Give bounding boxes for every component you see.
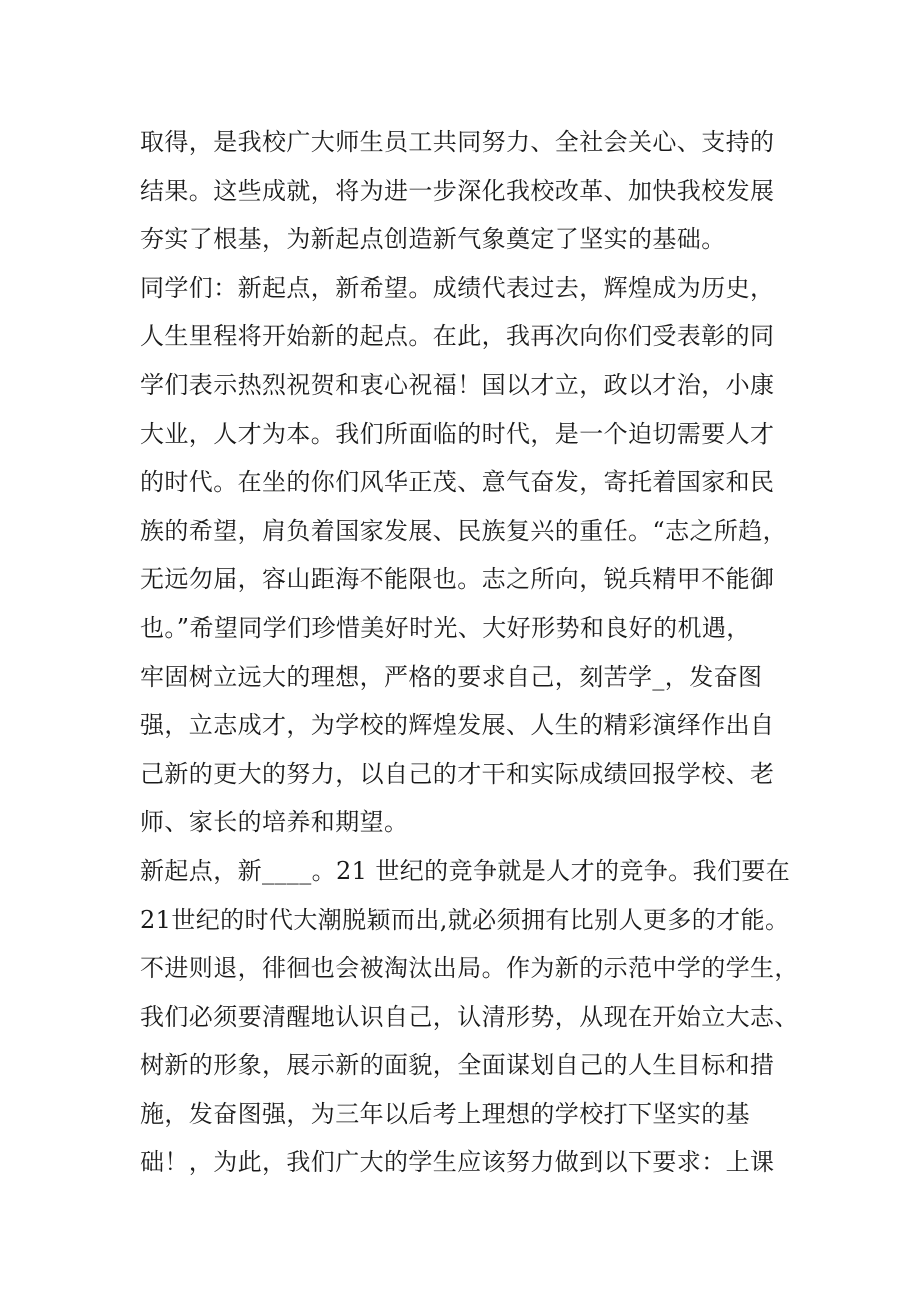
text-line: 础！，为此，我们广大的学生应该努力做到以下要求：上课	[140, 1148, 775, 1177]
text-line: 也。”希望同学们珍惜美好时光、大好形势和良好的机遇，	[140, 613, 751, 642]
text-line: 学们表示热烈祝贺和衷心祝福！国以才立，政以才治，小康	[140, 370, 775, 399]
text-line: 牢固树立远大的理想，严格的要求自己，刻苦学_，发奋图	[140, 662, 763, 691]
document-body	[140, 118, 799, 1187]
text-line: 施，发奋图强，为三年以后考上理想的学校打下坚实的基	[140, 1099, 750, 1128]
text-line: 结果。这些成就，将为进一步深化我校改革、加快我校发展	[140, 176, 775, 205]
text-line: 无远勿届，容山距海不能限也。志之所向，锐兵精甲不能御	[140, 565, 775, 594]
text-line: 新起点，新____。21 世纪的竞争就是人才的竞争。我们要在	[140, 856, 791, 885]
text-line: 夯实了根基，为新起点创造新气象奠定了坚实的基础。	[140, 225, 726, 254]
text-line: 我们必须要清醒地认识自己，认清形势，从现在开始立大志、	[140, 1002, 799, 1031]
text-line: 取得，是我校广大师生员工共同努力、全社会关心、支持的	[140, 128, 775, 156]
text-line: 树新的形象，展示新的面貌，全面谋划自己的人生目标和措	[140, 1051, 775, 1080]
text-line: 不进则退，徘徊也会被淘汰出局。作为新的示范中学的学生，	[140, 954, 799, 983]
text-line: 的时代。在坐的你们风华正茂、意气奋发，寄托着国家和民	[140, 468, 775, 497]
text-line: 族的希望，肩负着国家发展、民族复兴的重任。“志之所趋，	[140, 516, 788, 545]
text-line: 师、家长的培养和期望。	[140, 808, 409, 837]
text-line: 21世纪的时代大潮脱颖而出,就必须拥有比别人更多的才能。	[140, 905, 790, 934]
text-line: 己新的更大的努力，以自己的才干和实际成绩回报学校、老	[140, 759, 775, 788]
text-line: 大业，人才为本。我们所面临的时代，是一个迫切需要人才	[140, 419, 775, 448]
text-line: 人生里程将开始新的起点。在此，我再次向你们受表彰的同	[140, 322, 775, 351]
text-line: 同学们：新起点，新希望。成绩代表过去，辉煌成为历史，	[140, 273, 775, 302]
text-line: 强，立志成才，为学校的辉煌发展、人生的精彩演绎作出自	[140, 711, 775, 740]
